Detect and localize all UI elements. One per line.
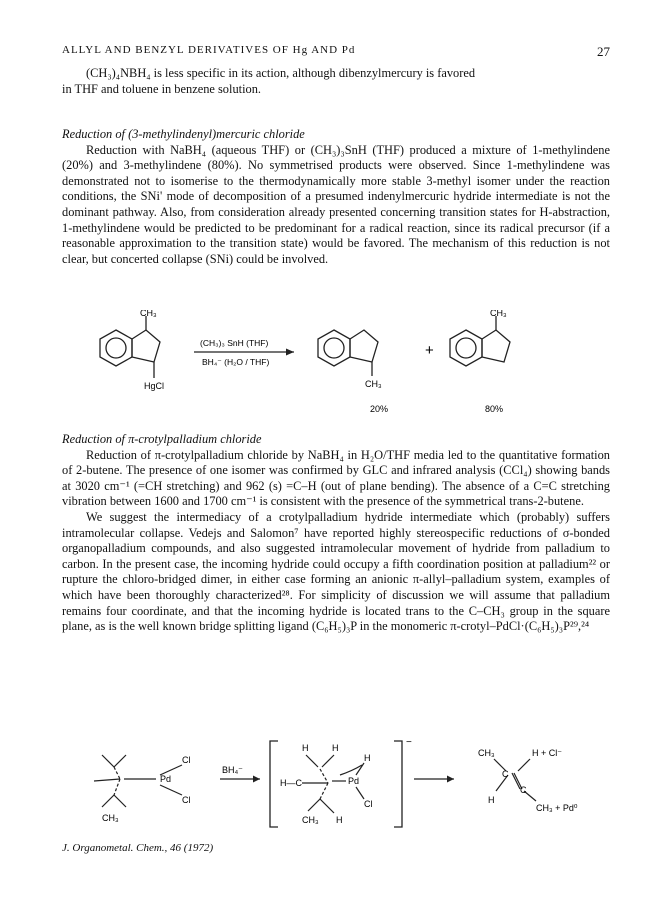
plus-sign: + bbox=[425, 342, 434, 359]
reaction-scheme-crotyl bbox=[62, 735, 610, 835]
ts-h-left: H—C bbox=[280, 778, 302, 788]
reagent-bh4: BH₄⁻ bbox=[222, 765, 243, 775]
journal-citation: J. Organometal. Chem., 46 (1972) bbox=[62, 842, 214, 854]
scheme-crotyl-drawing bbox=[62, 735, 610, 835]
ts-h-top-right: H bbox=[332, 743, 339, 753]
running-header bbox=[62, 44, 610, 60]
reactant-cl-bottom: Cl bbox=[182, 795, 191, 805]
page-number: 27 bbox=[597, 44, 610, 59]
product-c-left: C bbox=[502, 769, 509, 779]
reactant-ch3-label: CH₃ bbox=[140, 310, 157, 318]
reactant-pd-label: Pd bbox=[160, 774, 172, 784]
section-heading-methylindenyl: Reduction of (3-methylindenyl)mercuric chloride bbox=[62, 127, 305, 141]
ts-charge: − bbox=[406, 737, 412, 748]
product-3-methylindene-structure bbox=[450, 316, 510, 366]
reagent-below-arrow: BH₄⁻ (H₂O / THF) bbox=[202, 357, 270, 367]
intro-line-1: (CH₃)₄NBH₄ is less specific in its action, although dibenzylmercury is favored bbox=[86, 66, 476, 80]
ts-pd-label: Pd bbox=[348, 776, 360, 786]
product-h-plus-cl: H + Cl⁻ bbox=[532, 748, 563, 758]
product2-yield: 80% bbox=[485, 404, 504, 414]
scheme-indenyl-drawing bbox=[62, 310, 610, 420]
product-ch3-top: CH₃ bbox=[478, 748, 495, 758]
intro-paragraph bbox=[62, 66, 610, 97]
reactant-cl-top: Cl bbox=[182, 755, 191, 765]
ts-cl-label: Cl bbox=[364, 799, 373, 809]
crotyl-arrowhead-2 bbox=[447, 776, 454, 783]
reaction-scheme-indenyl bbox=[62, 310, 610, 420]
ts-h-top-left: H bbox=[302, 743, 309, 753]
reagent-above-arrow: (CH₃)₃ SnH (THF) bbox=[200, 338, 269, 348]
section-heading-crotylpalladium: Reduction of π-crotylpalladium chloride bbox=[62, 432, 262, 446]
reactant-ch3-label-2: CH₃ bbox=[102, 813, 119, 823]
crotyl-arrowhead-1 bbox=[253, 776, 260, 783]
trans-2-butene-structure bbox=[494, 759, 536, 801]
product-ch3-plus-pd: CH₃ + Pd⁰ bbox=[536, 803, 578, 813]
paragraph-crotylpalladium-1: Reduction of π-crotylpalladium chloride by NaBH₄ in H₂O/THF media led to the quantitative formation of 2-butene. The presence of one isomer was confirmed by GLC and infrared analysis (CCl₄) showing bands at 3020 cm⁻¹ (=CH stretching) and 962 (s) =C–H (out of plane bending). The absence of a C=C stretching vibration between 1600 and 1700 cm⁻¹ is consistent with the presence of the symmetrical trans-2-butene. bbox=[62, 447, 610, 509]
product1-yield: 20% bbox=[370, 404, 389, 414]
section-crotylpalladium bbox=[62, 432, 610, 635]
product-h-bottom: H bbox=[488, 795, 495, 805]
ts-h-bottom: H bbox=[336, 815, 343, 825]
product-c-right: C bbox=[520, 785, 527, 795]
product-1-methylindene-structure bbox=[318, 330, 378, 376]
product1-ch3-label: CH₃ bbox=[365, 379, 382, 389]
section-methylindenyl bbox=[62, 127, 610, 267]
intro-line-2: in THF and toluene in benzene solution. bbox=[62, 81, 262, 96]
running-title: ALLYL AND BENZYL DERIVATIVES OF Hg AND Pd bbox=[62, 44, 356, 56]
ts-ch3-label: CH₃ bbox=[302, 815, 319, 825]
paragraph-crotylpalladium-2: We suggest the intermediacy of a crotylpalladium hydride intermediate which (probably) suffers intramolecular collapse. Vedejs and Salomon⁷ have reported highly stereospecific reductions of σ-bonded organopalladium compounds, and also suggested intramolecular movement of hydride from palladium to carbon. In the present case, the incoming hydride could occupy a fifth coordination position at palladium²² or rupture the chloro-bridged dimer, in either case forming an anionic π-allyl–palladium system, examples of which have been thoroughly characterized²⁸. For simplicity of discussion we will assume that palladium remains four coordinate, and that the incoming hydride is located trans to the C–CH₃ group in the square plane, as is the well known bridge splitting ligand (C₆H₅)₃P in the monomeric π-crotyl–PdCl·(C₆H₅)₃P²⁹,²⁴ bbox=[62, 509, 610, 634]
reaction-arrowhead bbox=[286, 349, 294, 356]
paragraph-methylindenyl: Reduction with NaBH₄ (aqueous THF) or (CH₃)₃SnH (THF) produced a mixture of 1-methylindene (20%) and 3-methylindene (80%). No symmetrised products were observed. Since 1-methylindene was demonstrated not to isomerise to the thermodynamically more stable 3-methyl isomer under the reaction conditions, the SNi' mode of decomposition of a presumed indenylmercuric hydride intermediate is not the dominant pathway. Also, from consideration already presented concerning transition states for H-abstraction, 1-methylindene would be predicted to be predominant for a radical reaction, since its radical precursor (if a reasonable approximation to the transition state) would be favored. The mechanism of this reduction is not clear, but concerted collapse (SNi) could be involved. bbox=[62, 142, 610, 266]
reactant-hgcl-label: HgCl bbox=[144, 381, 165, 391]
ts-h-right: H bbox=[364, 753, 371, 763]
product2-ch3-label: CH₃ bbox=[490, 310, 507, 318]
reactant-indenyl-structure bbox=[100, 316, 160, 378]
